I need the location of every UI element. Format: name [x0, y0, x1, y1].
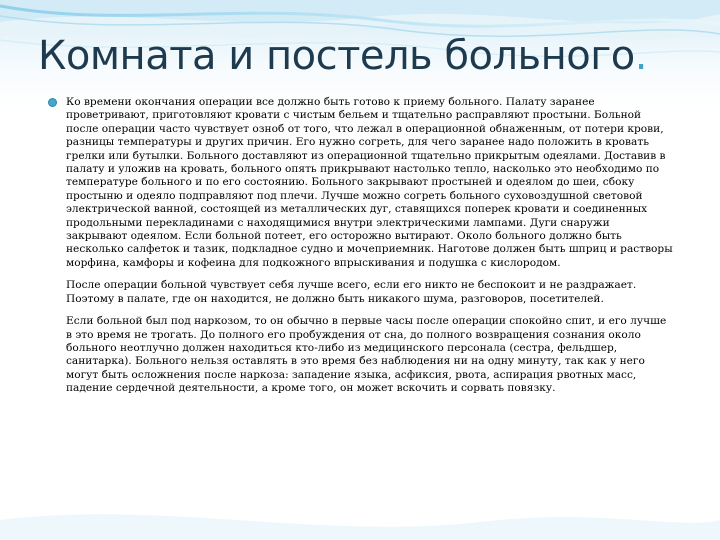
paragraph-3: Если больной был под наркозом, то он обычно в первые часы после операции спокойно спит, и его лучше в это время не трогать. До полного его пробуждения от сна, до полного возвращения сознания около больного неотлучно должен находиться кто-либо из медицинского персонала (сестра, фельдшер, санитарка). Больного нельзя оставлять в это время без наблюдения ни на одну минуту, так как у него могут быть осложнения после наркоза: западение языка, асфиксия, рвота, аспирация рвотных масс, падение сердечной деятельности, а кроме того, он может вскочить и сорвать повязку.	[66, 315, 667, 395]
slide-body	[44, 96, 674, 405]
slide-title-text: Комната и постель больного	[38, 33, 635, 79]
round-bullet-icon	[48, 98, 57, 107]
paragraph-2: После операции больной чувствует себя лучше всего, если его никто не беспокоит и не раздражает. Поэтому в палате, где он находится, не должно быть никакого шума, разговоров, посетителей.	[66, 279, 637, 305]
paragraph-1: Ко времени окончания операции все должно быть готово к приему больного. Палату заранее проветривают, приготовляют кровати с чистым бельем и тщательно расправляют простыни. Больной после операции часто чувствует озноб от того, что лежал в операционной обнаженным, от потери крови, разницы температуры и других причин. Его нужно согреть, для чего заранее надо положить в кровать грелки или бутылки. Больного доставляют из операционной тщательно прикрытым одеялами. Доставив в палату и уложив на кровать, больного опять прикрывают настолько тепло, насколько это необходимо по температуре больного и по его состоянию. Больного закрывают простыней и одеялом до шеи, сбоку простыню и одеяло подправляют под плечи. Лучше можно согреть больного суховоздушной световой электрической ванной, состоящей из металлических дуг, ставящихся поперек кровати и соединенных продольными перекладинами с находящимися внутри электрическими лампами. Дуги снаружи закрывают одеялом. Если больной потеет, его осторожно вытирают. Около больного должно быть несколько салфеток и тазик, подкладное судно и мочеприемник. Наготове должен быть шприц и растворы морфина, камфоры и кофеина для подкожного впрыскивания и подушка с кислородом.	[66, 96, 673, 269]
slide-title-period: .	[634, 33, 647, 79]
slide-title	[38, 34, 647, 78]
